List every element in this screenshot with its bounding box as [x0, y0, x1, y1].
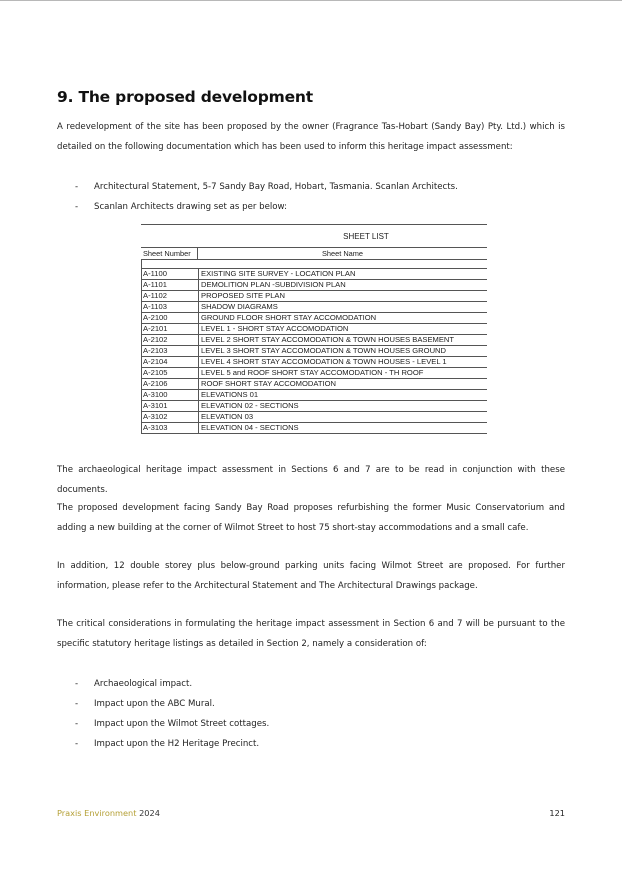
sheet-number-cell: A-3100	[142, 390, 199, 400]
table-row	[141, 280, 487, 291]
table-row	[141, 412, 487, 423]
table-row	[141, 324, 487, 335]
sheet-name-cell: EXISTING SITE SURVEY - LOCATION PLAN	[201, 269, 356, 278]
page-number: 121	[549, 808, 565, 818]
list-item-text: Impact upon the H2 Heritage Precinct.	[94, 739, 260, 749]
table-row	[141, 313, 487, 324]
sheet-number-cell: A-1100	[142, 269, 199, 279]
section-heading: 9. The proposed development	[57, 88, 313, 106]
footer-brand-name: Praxis Environment	[57, 808, 137, 818]
table-row	[141, 291, 487, 302]
table-row	[141, 390, 487, 401]
table-row	[141, 335, 487, 346]
sheet-name-cell: LEVEL 5 and ROOF SHORT STAY ACCOMODATION - TH ROOF	[201, 368, 424, 377]
sheet-list-table	[141, 224, 487, 434]
table-row	[141, 357, 487, 368]
list-item	[57, 179, 565, 199]
dash-bullet: -	[75, 182, 79, 192]
sheet-number-cell: A-2103	[142, 346, 199, 356]
sheet-name-cell: PROPOSED SITE PLAN	[201, 291, 285, 300]
sheet-number-cell: A-3102	[142, 412, 199, 422]
list-item-text: Archaeological impact.	[94, 679, 193, 689]
development-paragraph: The proposed development facing Sandy Bay Road proposes refurbishing the former Music Conservatorium and adding a new building at the corner of Wilmot Street to host 75 short-stay accommodations and a small cafe.	[57, 503, 565, 533]
sheet-number-cell: A-2102	[142, 335, 199, 345]
table-spacer	[141, 260, 487, 269]
list-item-text: Impact upon the Wilmot Street cottages.	[94, 719, 270, 729]
sheet-name-cell: ELEVATION 03	[201, 412, 254, 421]
considerations-list	[57, 676, 565, 756]
sheet-name-cell: ELEVATION 02 - SECTIONS	[201, 401, 299, 410]
sheet-number-cell: A-3103	[142, 423, 199, 433]
sheet-number-cell: A-2106	[142, 379, 199, 389]
list-item	[57, 716, 565, 736]
sheet-number-cell: A-1103	[142, 302, 199, 312]
dash-bullet: -	[75, 719, 79, 729]
sheet-number-cell: A-2105	[142, 368, 199, 378]
sheet-name-cell: LEVEL 1 - SHORT STAY ACCOMODATION	[201, 324, 349, 333]
sheet-name-cell: LEVEL 4 SHORT STAY ACCOMODATION & TOWN HOUSES - LEVEL 1	[201, 357, 447, 366]
list-item	[57, 696, 565, 716]
sheet-name-cell: DEMOLITION PLAN -SUBDIVISION PLAN	[201, 280, 346, 289]
table-row	[141, 368, 487, 379]
list-item-text: Scanlan Architects drawing set as per below:	[94, 202, 287, 212]
sheet-number-cell: A-2104	[142, 357, 199, 367]
list-item	[57, 676, 565, 696]
table-row	[141, 346, 487, 357]
sheet-number-cell: A-2100	[142, 313, 199, 323]
documents-list	[57, 179, 565, 219]
sheet-name-cell: GROUND FLOOR SHORT STAY ACCOMODATION	[201, 313, 377, 322]
sheet-name-cell: ELEVATIONS 01	[201, 390, 259, 399]
sheet-number-header: Sheet Number	[141, 248, 198, 259]
sheet-name-cell: LEVEL 2 SHORT STAY ACCOMODATION & TOWN HOUSES BASEMENT	[201, 335, 455, 344]
sheet-number-cell: A-3101	[142, 401, 199, 411]
dash-bullet: -	[75, 739, 79, 749]
table-row	[141, 302, 487, 313]
dash-bullet: -	[75, 679, 79, 689]
sheet-number-cell: A-1102	[142, 291, 199, 301]
table-header	[141, 247, 487, 260]
archaeological-paragraph: The archaeological heritage impact assessment in Sections 6 and 7 are to be read in conjunction with these documents.	[57, 465, 565, 495]
sheet-list-title: SHEET LIST	[343, 232, 389, 241]
table-body	[141, 269, 487, 434]
addition-paragraph: In addition, 12 double storey plus below-ground parking units facing Wilmot Street are proposed. For further information, please refer to the Architectural Statement and The Architectural Drawings package.	[57, 561, 565, 591]
footer-brand	[57, 808, 160, 818]
intro-paragraph: A redevelopment of the site has been proposed by the owner (Fragrance Tas-Hobart (Sandy Bay) Pty. Ltd.) which is detailed on the following documentation which has been used to inform this heritage impact assessment:	[57, 122, 565, 152]
list-item	[57, 736, 565, 756]
sheet-name-header: Sheet Name	[321, 249, 364, 258]
list-item-text: Architectural Statement, 5-7 Sandy Bay Road, Hobart, Tasmania. Scanlan Architects.	[94, 182, 458, 192]
table-row	[141, 401, 487, 412]
sheet-name-cell: SHADOW DIAGRAMS	[201, 302, 278, 311]
sheet-name-cell: ROOF SHORT STAY ACCOMODATION	[201, 379, 337, 388]
footer-year: 2024	[139, 808, 160, 818]
table-row	[141, 423, 487, 434]
sheet-name-cell: LEVEL 3 SHORT STAY ACCOMODATION & TOWN HOUSES GROUND	[201, 346, 447, 355]
sheet-name-cell: ELEVATION 04 - SECTIONS	[201, 423, 299, 432]
sheet-number-cell: A-2101	[142, 324, 199, 334]
top-border-line	[0, 0, 622, 1]
list-item-text: Impact upon the ABC Mural.	[94, 699, 215, 709]
table-row	[141, 379, 487, 390]
critical-considerations-paragraph: The critical considerations in formulating the heritage impact assessment in Section 6 and 7 will be pursuant to the specific statutory heritage listings as detailed in Section 2, namely a consideration of:	[57, 619, 565, 649]
dash-bullet: -	[75, 202, 79, 212]
table-row	[141, 269, 487, 280]
sheet-number-cell: A-1101	[142, 280, 199, 290]
dash-bullet: -	[75, 699, 79, 709]
list-item	[57, 199, 565, 219]
